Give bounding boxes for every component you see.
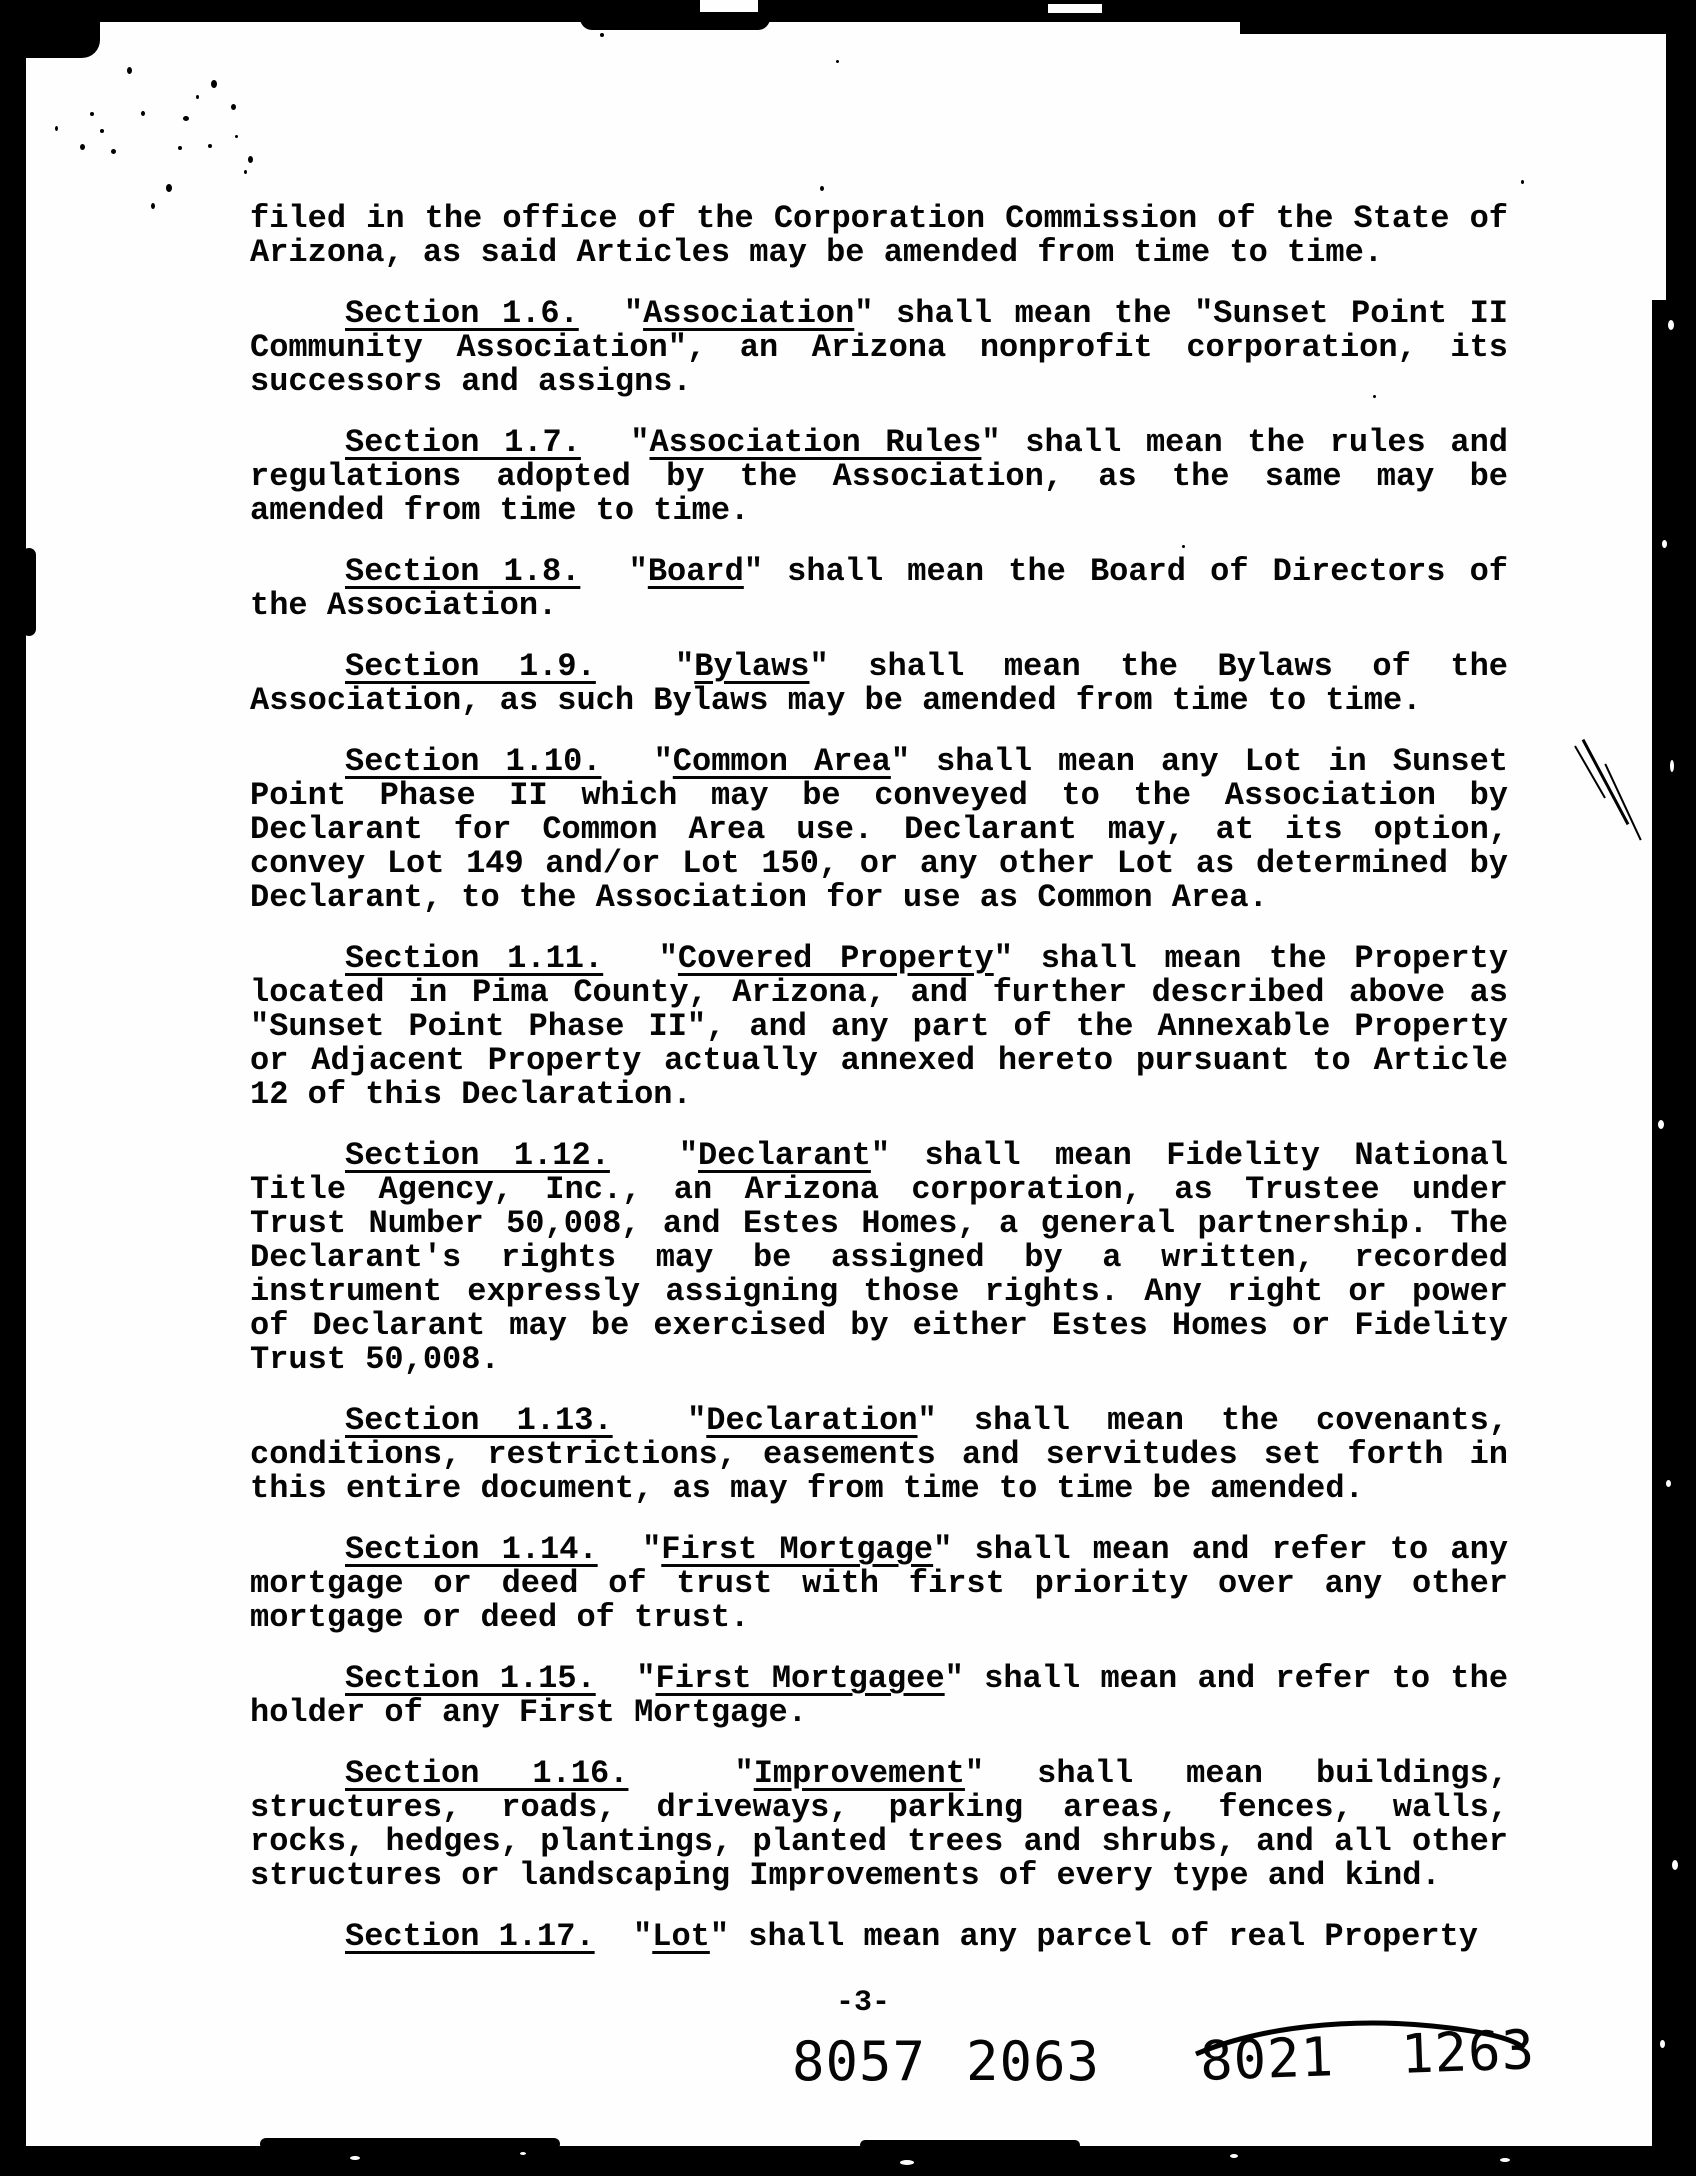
underlined-text: Section 1.14. bbox=[345, 1531, 598, 1568]
recorder-stamp-crossed-out: 8021 1263 bbox=[1199, 2018, 1537, 2093]
scan-scratch-mark bbox=[1582, 739, 1630, 825]
scan-noise bbox=[520, 2152, 526, 2155]
scan-speckle bbox=[151, 203, 155, 209]
scan-speckle bbox=[836, 60, 839, 63]
text-run: " shall mean the "Sunset Point II Community Association", an Arizona nonprofit corporation, its successors and assigns. bbox=[250, 295, 1509, 400]
text-run: " shall mean and refer to any mortgage or deed of trust with first priority over any other mortgage or deed of trust. bbox=[250, 1531, 1509, 1636]
scan-noise bbox=[1666, 1480, 1671, 1487]
scan-noise bbox=[1500, 2158, 1510, 2162]
paragraph-section-1-6 bbox=[250, 297, 1508, 399]
underlined-text: Section 1.7. bbox=[345, 424, 581, 461]
text-run: " bbox=[580, 424, 650, 461]
underlined-text: Section 1.11. bbox=[345, 940, 604, 977]
underlined-text: Section 1.13. bbox=[345, 1402, 613, 1439]
scan-border-notch bbox=[1048, 4, 1102, 13]
paragraph-section-1-10 bbox=[250, 745, 1508, 915]
text-run: " bbox=[628, 1755, 754, 1792]
text-run: filed in the office of the Corporation Commission of the State of Arizona, as said Articles may be amended from time to time. bbox=[250, 200, 1508, 271]
scan-speckle bbox=[208, 144, 212, 148]
scan-speckle bbox=[231, 104, 236, 110]
text-run: " bbox=[597, 1531, 662, 1568]
scan-noise bbox=[1658, 1120, 1664, 1129]
underlined-text: First Mortgagee bbox=[655, 1660, 945, 1697]
scan-border-left-bump bbox=[22, 548, 36, 636]
scan-speckle bbox=[141, 111, 145, 116]
scan-border-top-right bbox=[1240, 0, 1696, 34]
scan-border-notch bbox=[700, 0, 758, 12]
paragraph-continuation bbox=[250, 202, 1508, 270]
paragraph-section-1-13 bbox=[250, 1404, 1508, 1506]
text-run: " shall mean Fidelity National Title Agency, Inc., an Arizona corporation, as Trustee under Trust Number 50,008, and Estes Homes, a general partnership. The Declarant's rights may be assigned by a written, recorded instrument expressly assigning those rights. Any right or power of Declarant may be exercised by either Estes Homes or Fidelity Trust 50,008. bbox=[250, 1137, 1509, 1378]
scan-speckle bbox=[196, 95, 199, 99]
underlined-text: Common Area bbox=[672, 743, 891, 780]
scan-noise bbox=[900, 2160, 914, 2165]
text-run: " bbox=[601, 743, 673, 780]
text-run: " bbox=[595, 1660, 656, 1697]
scan-speckle bbox=[211, 80, 217, 88]
scan-speckle bbox=[127, 67, 132, 74]
text-run: " bbox=[612, 1402, 707, 1439]
scan-noise bbox=[1670, 760, 1674, 772]
underlined-text: Declaration bbox=[706, 1402, 918, 1439]
underlined-text: Section 1.16. bbox=[345, 1755, 629, 1792]
paragraph-section-1-17 bbox=[250, 1920, 1508, 1954]
paragraph-section-1-7 bbox=[250, 426, 1508, 528]
underlined-text: Bylaws bbox=[694, 648, 810, 685]
text-run: " shall mean any parcel of real Property bbox=[709, 1918, 1478, 1955]
scan-speckle bbox=[166, 184, 172, 192]
scan-border-left bbox=[0, 0, 26, 2176]
scan-speckle bbox=[1521, 180, 1524, 184]
underlined-text: Section 1.6. bbox=[345, 295, 579, 332]
scan-noise bbox=[1662, 540, 1667, 548]
strikethrough-mark bbox=[1192, 2010, 1528, 2072]
scan-speckle bbox=[100, 129, 104, 133]
text-run: " shall mean the covenants, conditions, restrictions, easements and servitudes set forth in this entire document, as may from time to time be amended. bbox=[250, 1402, 1509, 1507]
text-run: " bbox=[609, 1137, 699, 1174]
scan-noise bbox=[1668, 320, 1674, 330]
document-body bbox=[250, 202, 1508, 1981]
scan-border-bottom-bump1 bbox=[260, 2138, 560, 2150]
page-number: -3- bbox=[836, 1986, 891, 2020]
paragraph-section-1-9 bbox=[250, 650, 1508, 718]
text-run: " shall mean and refer to the holder of any First Mortgage. bbox=[250, 1660, 1509, 1731]
scan-speckle bbox=[1373, 395, 1376, 398]
underlined-text: Association bbox=[643, 295, 855, 332]
scan-noise bbox=[1660, 2040, 1665, 2048]
underlined-text: Improvement bbox=[753, 1755, 965, 1792]
paragraph-section-1-8 bbox=[250, 555, 1508, 623]
scan-border-right bbox=[1652, 300, 1696, 2176]
underlined-text: Lot bbox=[652, 1918, 710, 1955]
underlined-text: Section 1.9. bbox=[345, 648, 596, 685]
paragraph-section-1-12 bbox=[250, 1139, 1508, 1377]
scan-speckle bbox=[244, 170, 247, 174]
text-run: " bbox=[594, 1918, 653, 1955]
scan-border-bottom-bump2 bbox=[860, 2140, 1080, 2150]
text-run: " shall mean the Board of Directors of the Association. bbox=[250, 553, 1508, 624]
paragraph-section-1-14 bbox=[250, 1533, 1508, 1635]
underlined-text: Section 1.10. bbox=[345, 743, 602, 780]
text-run: " bbox=[578, 295, 644, 332]
underlined-text: Board bbox=[647, 553, 744, 590]
scan-speckle bbox=[248, 156, 253, 163]
underlined-text: Declarant bbox=[698, 1137, 871, 1174]
underlined-text: Section 1.15. bbox=[345, 1660, 596, 1697]
underlined-text: Covered Property bbox=[677, 940, 994, 977]
text-run: " bbox=[603, 940, 678, 977]
underlined-text: First Mortgage bbox=[661, 1531, 934, 1568]
scan-speckle bbox=[55, 126, 58, 131]
text-run: " shall mean the Bylaws of the Association, as such Bylaws may be amended from time to time. bbox=[250, 648, 1509, 719]
scan-noise bbox=[1672, 1860, 1678, 1870]
recorder-stamp-page: 2063 bbox=[966, 2030, 1101, 2093]
underlined-text: Association Rules bbox=[649, 424, 982, 461]
recorder-stamp-docket: 8057 bbox=[792, 2030, 927, 2093]
text-run: " shall mean buildings, structures, roads, driveways, parking areas, fences, walls, rocks, hedges, plantings, planted trees and shrubs, and all other structures or landscaping Improvements of every type and kind. bbox=[250, 1755, 1509, 1894]
scan-border-bottom bbox=[0, 2146, 1696, 2176]
scan-speckle bbox=[1182, 545, 1185, 548]
text-run: " shall mean the rules and regulations adopted by the Association, as the same may be amended from time to time. bbox=[250, 424, 1508, 529]
text-run: " shall mean any Lot in Sunset Point Phase II which may be conveyed to the Association by Declarant for Common Area use. Declarant may, at its option, convey Lot 149 and/or Lot 150, or any other Lot as determined by Declarant, to the Association for use as Common Area. bbox=[250, 743, 1509, 916]
scan-border-right-upper bbox=[1666, 0, 1696, 320]
paragraph-section-1-11 bbox=[250, 942, 1508, 1112]
scan-noise bbox=[1230, 2154, 1238, 2158]
underlined-text: Section 1.8. bbox=[345, 553, 581, 590]
text-run: " bbox=[595, 648, 695, 685]
scan-noise bbox=[350, 2156, 360, 2160]
paragraph-section-1-16 bbox=[250, 1757, 1508, 1893]
paragraph-section-1-15 bbox=[250, 1662, 1508, 1730]
scan-scratch-mark bbox=[1604, 764, 1641, 841]
text-run: " bbox=[580, 553, 648, 590]
scan-speckle bbox=[111, 149, 116, 154]
scan-speckle bbox=[90, 112, 94, 116]
scan-speckle bbox=[183, 116, 189, 121]
scan-speckle bbox=[178, 146, 182, 150]
scan-speckle bbox=[80, 144, 85, 150]
scan-speckle bbox=[600, 33, 604, 37]
underlined-text: Section 1.12. bbox=[345, 1137, 610, 1174]
underlined-text: Section 1.17. bbox=[345, 1918, 595, 1955]
scan-speckle bbox=[235, 135, 238, 138]
scan-speckle bbox=[820, 186, 824, 191]
text-run: " shall mean the Property located in Pima County, Arizona, and further described above as "Sunset Point Phase II", and any part of the Annexable Property or Adjacent Property actually annexed hereto pursuant to Article 12 of this Declaration. bbox=[250, 940, 1509, 1113]
